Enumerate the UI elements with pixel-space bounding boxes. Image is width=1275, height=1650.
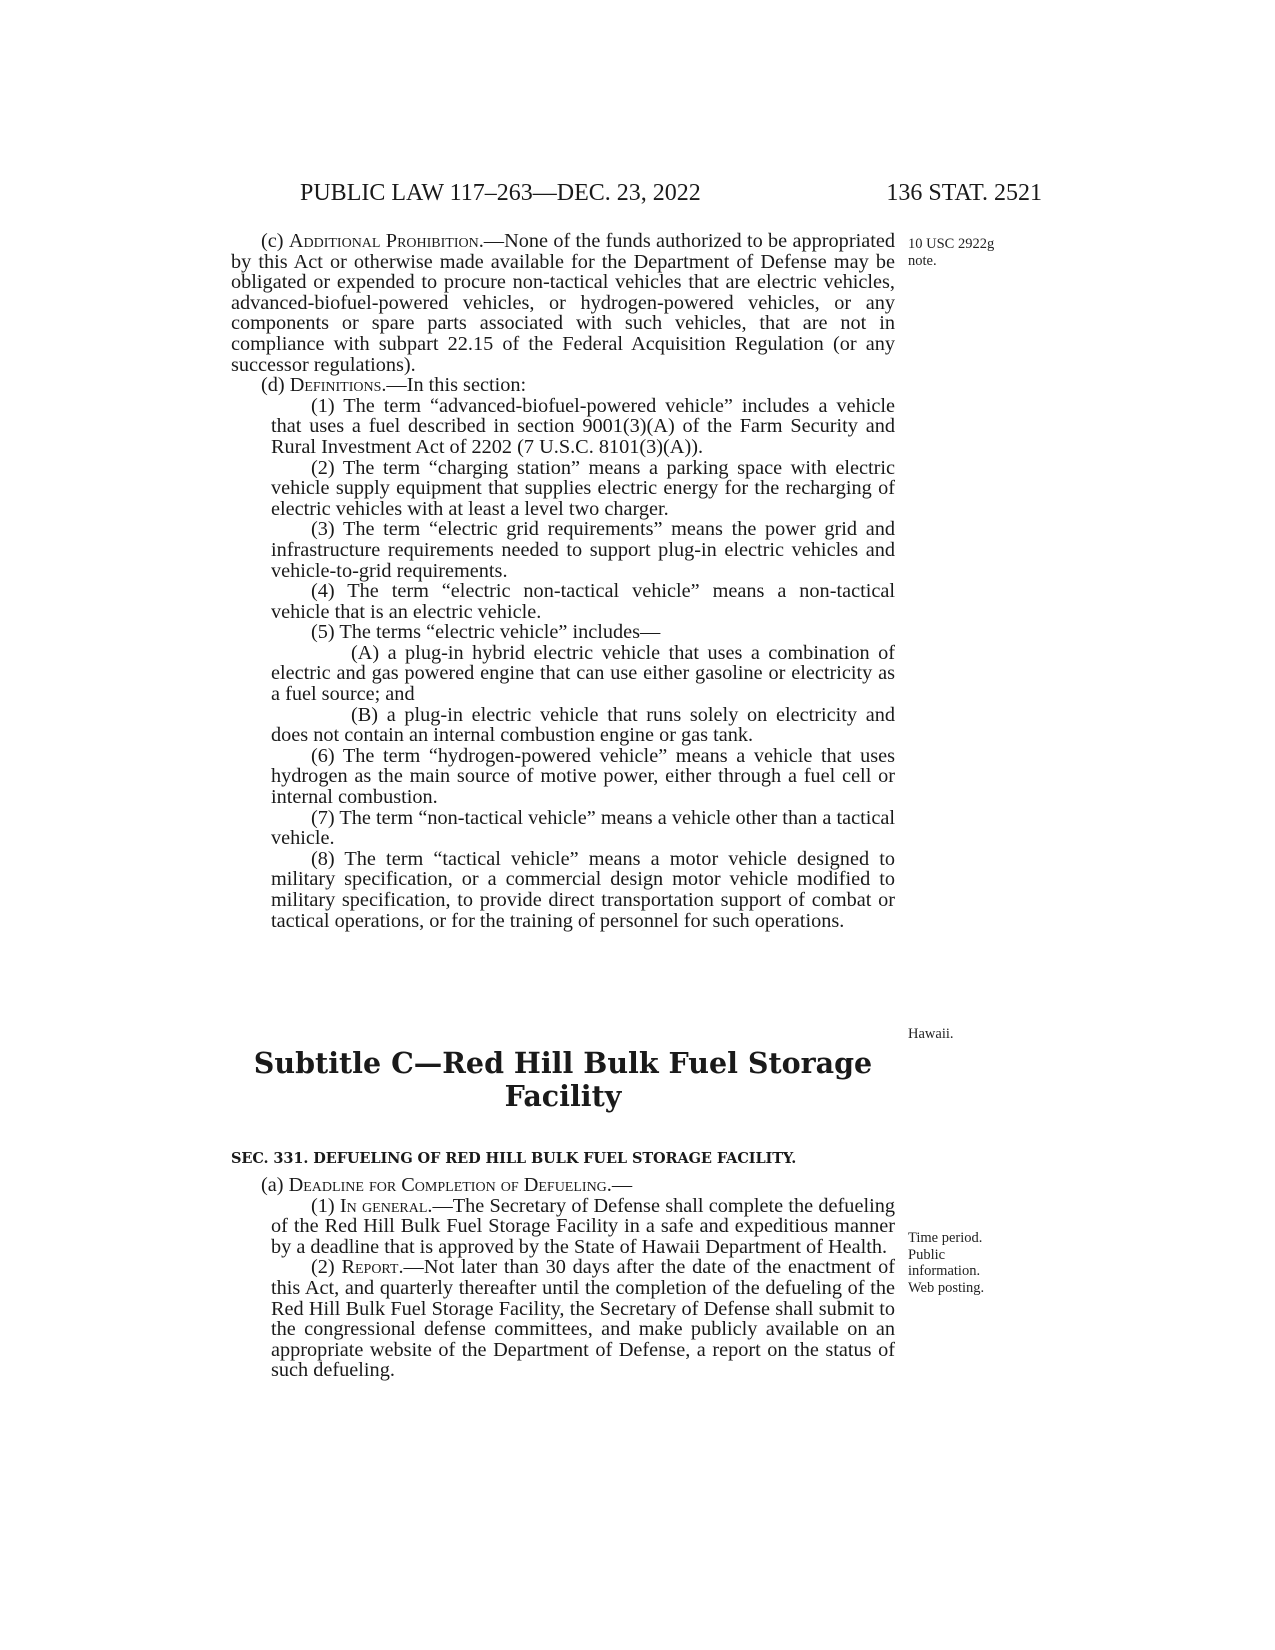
definition-6: (6) The term “hydrogen-powered vehicle” means a vehicle that uses hydrogen as the main source of motive power, either through a fuel cell or internal combustion. [271, 744, 895, 809]
page-header [300, 180, 1042, 214]
subtitle-line-2: Facility [504, 1079, 622, 1113]
law-title: PUBLIC LAW 117–263—DEC. 23, 2022 [300, 180, 701, 206]
margin-note-usc [908, 236, 1028, 269]
margin-note-time-period: Time period. [908, 1230, 983, 1246]
margin-note-hawaii: Hawaii. [908, 1026, 954, 1042]
stat-reference: 136 STAT. 2521 [886, 180, 1042, 206]
paragraph-a1: (1) In general.—The Secretary of Defense shall complete the defueling of the Red Hill Bulk Fuel Storage Facility in a safe and expeditious manner by a deadline that is approved by the State of Hawaii Department of Health. [271, 1194, 896, 1258]
paragraph-a2-heading: Report [341, 1256, 399, 1279]
margin-note-usc-cite: 10 USC 2922g [908, 236, 995, 252]
definition-4: (4) The term “electric non-tactical vehicle” means a non-tactical vehicle that is an electric vehicle. [271, 580, 895, 623]
margin-note-web-posting: Web posting. [908, 1279, 985, 1296]
definition-5b: (B) a plug-in electric vehicle that runs solely on electricity and does not contain an internal combustion engine or gas tank. [271, 703, 895, 747]
subsection-c: (c) Additional Prohibition.—None of the funds authorized to be appropriated by this Act or otherwise made available for the Department of Defense may be obligated or expended to procure non-tactical vehicles that are electric vehicles, advanced-biofuel-powered vehicles, or hydrogen-powered vehicles, or any components or spare parts associated with such vehicles, that are not in compliance with subpart 22.15 of the Federal Acquisition Regulation (or any successor regulations). [231, 230, 895, 376]
definition-5: (5) The terms “electric vehicle” includes— [311, 621, 661, 644]
lower-body [231, 1175, 895, 1381]
definition-5a: (A) a plug-in hybrid electric vehicle that uses a combination of electric and gas powered engine that can use either gasoline or electricity as a fuel source; and [271, 641, 895, 706]
definition-7: (7) The term “non-tactical vehicle” means a vehicle other than a tactical vehicle. [271, 806, 895, 850]
section-331-heading: SEC. 331. DEFUELING OF RED HILL BULK FUEL STORAGE FACILITY. [231, 1150, 797, 1167]
subtitle-heading [231, 1047, 895, 1113]
definition-8: (8) The term “tactical vehicle” means a motor vehicle designed to military specification, or a commercial design motor vehicle modified to military specification, to provide direct transportation support of combat or tactical operations, or for the training of personnel for such operations. [271, 847, 895, 932]
upper-body [231, 231, 895, 931]
definition-1: (1) The term “advanced-biofuel-powered vehicle” includes a vehicle that uses a fuel described in section 9001(3)(A) of the Farm Security and Rural Investment Act of 2202 (7 U.S.C. 8101(3)(A)). [271, 394, 895, 458]
subsection-a: (a) Deadline for Completion of Defueling.— [261, 1174, 633, 1196]
margin-note-report [908, 1230, 1028, 1296]
definition-3: (3) The term “electric grid requirements” means the power grid and infrastructure requirements needed to support plug-in electric vehicles and vehicle-to-grid requirements. [271, 518, 895, 582]
subsection-d-heading: Definitions [289, 374, 382, 397]
margin-note-usc-note: note. [908, 252, 937, 269]
margin-note-information: information. [908, 1263, 981, 1279]
paragraph-a2: (2) Report.—Not later than 30 days after the date of the enactment of this Act, and quarterly thereafter until the completion of the defueling of the Red Hill Bulk Fuel Storage Facility, the Secretary of Defense shall submit to the congressional defense committees, and make publicly available on an appropriate website of the Department of Defense, a report on the status of such defueling. [271, 1256, 895, 1382]
margin-note-public: Public [908, 1246, 946, 1263]
definition-2: (2) The term “charging station” means a parking space with electric vehicle supply equipment that supplies electric energy for the recharging of electric vehicles with at least a level two charger. [271, 456, 895, 520]
subsection-d: (d) Definitions.—In this section: [261, 374, 527, 397]
subsection-a-heading: Deadline for Completion of Defueling [288, 1174, 607, 1196]
subsection-c-heading: Additional Prohibition [288, 230, 479, 252]
paragraph-a1-heading: In general [339, 1194, 428, 1217]
subtitle-line-1: Subtitle C—Red Hill Bulk Fuel Storage [253, 1046, 873, 1080]
